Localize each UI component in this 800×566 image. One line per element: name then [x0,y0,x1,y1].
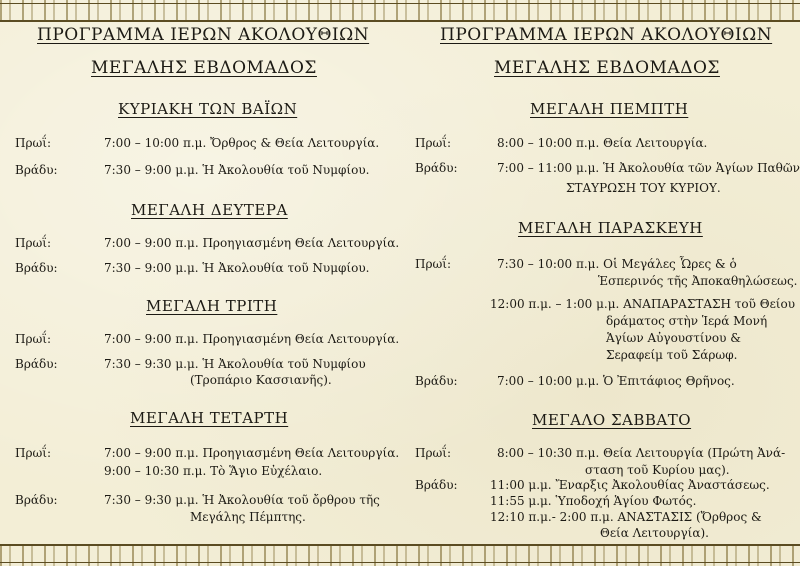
time-label: Βράδυ: [15,163,58,177]
time-label: Πρωΐ: [15,236,52,250]
service-text: 7:00 – 10:00 π.μ. Ὄρθρος & Θεία Λειτουργία. [104,136,380,150]
service-text: 7:30 – 9:30 μ.μ. Ἡ Ἀκολουθία τοῦ ὄρθρου τῆς [104,493,380,507]
time-label: Πρωΐ: [15,446,52,460]
time-label: Πρωΐ: [415,257,452,271]
service-text: (Τροπάριο Κασσιανῆς). [190,373,332,387]
time-label: Βράδυ: [15,261,58,275]
time-label: Πρωΐ: [415,446,452,460]
day-heading: ΜΕΓΑΛΗ ΤΡΙΤΗ [146,297,278,315]
service-text: 7:00 – 9:00 π.μ. Προηγιασμένη Θεία Λειτουργία. [104,332,400,346]
service-text: 8:00 – 10:00 π.μ. Θεία Λειτουργία. [497,136,708,150]
time-label: Βράδυ: [415,478,458,492]
service-text: 8:00 – 10:30 π.μ. Θεία Λειτουργία (Πρώτη Ἀνά- [497,446,786,460]
service-text: Ἁγίων Αὐγουστίνου & [606,331,741,345]
day-heading: ΜΕΓΑΛΗ ΠΑΡΑΣΚΕΥΗ [518,219,703,237]
service-text: 12:00 π.μ. – 1:00 μ.μ. ΑΝΑΠΑΡΑΣΤΑΣΗ τοῦ Θείου [490,297,796,311]
service-text: σταση τοῦ Κυρίου μας). [585,463,730,477]
time-label: Πρωΐ: [15,332,52,346]
service-text: 7:00 – 9:00 π.μ. Προηγιασμένη Θεία Λειτουργία. [104,236,400,250]
page-subtitle: ΜΕΓΑΛΗΣ ΕΒΔΟΜΑΔΟΣ [494,58,720,78]
time-label: Πρωΐ: [15,136,52,150]
service-text: 7:00 – 9:00 π.μ. Προηγιασμένη Θεία Λειτουργία. [104,446,400,460]
day-heading: ΚΥΡΙΑΚΗ ΤΩΝ ΒΑΪΩΝ [118,100,298,118]
service-text: 12:10 π.μ.- 2:00 π.μ. ΑΝΑΣΤΑΣΙΣ (Ὄρθρος & [490,510,762,524]
time-label: Βράδυ: [415,161,458,175]
service-text: ΣΤΑΥΡΩΣΗ ΤΟΥ ΚΥΡΙΟΥ. [566,181,721,195]
decorative-border-bottom [0,544,800,566]
service-text: Ἑσπερινός τῆς Ἀποκαθηλώσεως. [598,274,798,288]
service-text: 11:00 μ.μ. Ἔναρξις Ἀκολουθίας Ἀναστάσεως. [490,478,770,492]
service-text: 7:30 – 9:30 μ.μ. Ἡ Ἀκολουθία τοῦ Νυμφίου [104,357,366,371]
service-text: 9:00 – 10:30 π.μ. Τὸ Ἅγιο Εὐχέλαιο. [104,464,323,478]
service-text: Μεγάλης Πέμπτης. [190,510,306,524]
service-text: 7:00 – 10:00 μ.μ. Ὁ Ἐπιτάφιος Θρῆνος. [497,374,735,388]
service-text: 7:30 – 10:00 π.μ. Οἱ Μεγάλες Ὧρες & ὁ [497,257,737,271]
service-text: 11:55 μ.μ. Ὑποδοχή Ἁγίου Φωτός. [490,494,697,508]
service-text: 7:30 – 9:00 μ.μ. Ἡ Ἀκολουθία τοῦ Νυμφίου. [104,261,370,275]
time-label: Βράδυ: [15,493,58,507]
day-heading: ΜΕΓΑΛΟ ΣΑΒΒΑΤΟ [532,411,692,429]
service-text: δράματος στὴν Ἱερά Μονή [606,314,768,328]
time-label: Βράδυ: [415,374,458,388]
time-label: Βράδυ: [15,357,58,371]
time-label: Πρωΐ: [415,136,452,150]
day-heading: ΜΕΓΑΛΗ ΔΕΥΤΕΡΑ [131,201,288,219]
service-text: 7:00 – 11:00 μ.μ. Ἡ Ἀκολουθία τῶν Ἁγίων Παθῶν [497,161,800,175]
service-text: 7:30 – 9:00 μ.μ. Ἡ Ἀκολουθία τοῦ Νυμφίου. [104,163,370,177]
page-subtitle: ΜΕΓΑΛΗΣ ΕΒΔΟΜΑΔΟΣ [91,58,317,78]
day-heading: ΜΕΓΑΛΗ ΠΕΜΠΤΗ [530,100,689,118]
decorative-border-top [0,0,800,22]
service-text: Σεραφείμ τοῦ Σάρωφ. [606,348,738,362]
day-heading: ΜΕΓΑΛΗ ΤΕΤΑΡΤΗ [130,409,289,427]
page-title: ΠΡΟΓΡΑΜΜΑ ΙΕΡΩΝ ΑΚΟΛΟΥΘΙΩΝ [440,25,773,45]
page-title: ΠΡΟΓΡΑΜΜΑ ΙΕΡΩΝ ΑΚΟΛΟΥΘΙΩΝ [37,25,370,45]
service-text: Θεία Λειτουργία). [600,526,709,540]
